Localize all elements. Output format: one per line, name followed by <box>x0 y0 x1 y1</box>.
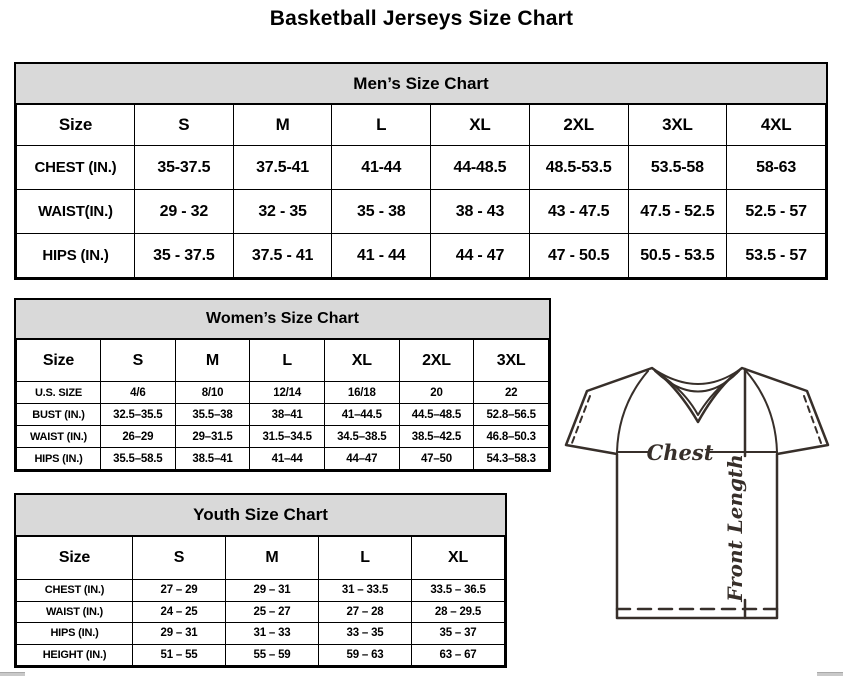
size-column-header: L <box>332 105 431 146</box>
measurement-row <box>17 644 505 666</box>
measurement-row-label: WAIST(IN.) <box>17 190 135 234</box>
measurement-value-cell: 35-37.5 <box>135 146 234 190</box>
measurement-row-label: U.S. SIZE <box>17 382 101 404</box>
measurement-value-cell: 37.5 - 41 <box>233 234 332 278</box>
measurement-value-cell: 52.5 - 57 <box>727 190 826 234</box>
measurement-value-cell: 20 <box>399 382 474 404</box>
measurement-value-cell: 54.3–58.3 <box>474 448 549 470</box>
measurement-row-label: HEIGHT (IN.) <box>17 644 133 666</box>
measurement-value-cell: 44 - 47 <box>431 234 530 278</box>
measurement-value-cell: 47.5 - 52.5 <box>628 190 727 234</box>
measurement-value-cell: 29 - 32 <box>135 190 234 234</box>
measurement-value-cell: 31 – 33.5 <box>319 580 412 602</box>
youth-size-table <box>16 536 505 666</box>
measurement-row-label: WAIST (IN.) <box>17 426 101 448</box>
size-header-cell: Size <box>17 340 101 382</box>
measurement-value-cell: 52.8–56.5 <box>474 404 549 426</box>
measurement-value-cell: 26–29 <box>101 426 176 448</box>
measurement-value-cell: 31.5–34.5 <box>250 426 325 448</box>
measurement-value-cell: 31 – 33 <box>226 623 319 645</box>
womens-size-chart-title: Women’s Size Chart <box>16 300 549 339</box>
size-column-header: S <box>133 537 226 580</box>
measurement-value-cell: 35.5–38 <box>175 404 250 426</box>
measurement-value-cell: 51 – 55 <box>133 644 226 666</box>
size-column-header: XL <box>412 537 505 580</box>
measurement-row-label: HIPS (IN.) <box>17 234 135 278</box>
size-header-row <box>17 537 505 580</box>
measurement-value-cell: 44–47 <box>324 448 399 470</box>
size-column-header: XL <box>324 340 399 382</box>
measurement-value-cell: 33 – 35 <box>319 623 412 645</box>
size-header-row <box>17 105 826 146</box>
measurement-row <box>17 426 549 448</box>
measurement-value-cell: 35 - 37.5 <box>135 234 234 278</box>
measurement-row-label: BUST (IN.) <box>17 404 101 426</box>
measurement-value-cell: 50.5 - 53.5 <box>628 234 727 278</box>
measurement-value-cell: 48.5-53.5 <box>529 146 628 190</box>
front-length-label: Front Length <box>723 454 747 602</box>
measurement-value-cell: 43 - 47.5 <box>529 190 628 234</box>
measurement-row <box>17 404 549 426</box>
measurement-value-cell: 41–44 <box>250 448 325 470</box>
size-column-header: 2XL <box>529 105 628 146</box>
mens-size-chart-title: Men’s Size Chart <box>16 64 826 104</box>
measurement-value-cell: 27 – 29 <box>133 580 226 602</box>
measurement-value-cell: 16/18 <box>324 382 399 404</box>
scrollbar-fragment-left[interactable] <box>0 672 25 676</box>
measurement-row-label: HIPS (IN.) <box>17 448 101 470</box>
size-column-header: L <box>250 340 325 382</box>
measurement-row <box>17 623 505 645</box>
youth-size-chart <box>14 493 507 668</box>
size-column-header: 3XL <box>474 340 549 382</box>
measurement-value-cell: 41–44.5 <box>324 404 399 426</box>
measurement-row <box>17 234 826 278</box>
chest-measure-label: Chest <box>646 440 714 465</box>
measurement-value-cell: 35 – 37 <box>412 623 505 645</box>
measurement-row-label: HIPS (IN.) <box>17 623 133 645</box>
measurement-row <box>17 448 549 470</box>
measurement-value-cell: 38 - 43 <box>431 190 530 234</box>
measurement-row <box>17 580 505 602</box>
size-column-header: M <box>226 537 319 580</box>
measurement-value-cell: 53.5 - 57 <box>727 234 826 278</box>
measurement-value-cell: 8/10 <box>175 382 250 404</box>
womens-size-table <box>16 339 549 470</box>
measurement-value-cell: 41 - 44 <box>332 234 431 278</box>
jersey-outline <box>566 368 828 618</box>
measurement-value-cell: 22 <box>474 382 549 404</box>
jersey-measurement-diagram <box>558 360 842 628</box>
size-column-header: S <box>135 105 234 146</box>
measurement-value-cell: 29–31.5 <box>175 426 250 448</box>
measurement-value-cell: 59 – 63 <box>319 644 412 666</box>
measurement-value-cell: 55 – 59 <box>226 644 319 666</box>
measurement-value-cell: 35 - 38 <box>332 190 431 234</box>
measurement-row <box>17 146 826 190</box>
measurement-value-cell: 29 – 31 <box>226 580 319 602</box>
size-column-header: S <box>101 340 176 382</box>
size-column-header: M <box>233 105 332 146</box>
measurement-row-label: WAIST (IN.) <box>17 601 133 623</box>
measurement-value-cell: 47 - 50.5 <box>529 234 628 278</box>
measurement-value-cell: 46.8–50.3 <box>474 426 549 448</box>
size-column-header: XL <box>431 105 530 146</box>
youth-size-chart-title: Youth Size Chart <box>16 495 505 536</box>
measurement-value-cell: 34.5–38.5 <box>324 426 399 448</box>
measurement-value-cell: 4/6 <box>101 382 176 404</box>
measurement-value-cell: 24 – 25 <box>133 601 226 623</box>
measurement-value-cell: 38–41 <box>250 404 325 426</box>
measurement-value-cell: 35.5–58.5 <box>101 448 176 470</box>
measurement-value-cell: 38.5–42.5 <box>399 426 474 448</box>
measurement-value-cell: 41-44 <box>332 146 431 190</box>
womens-size-chart <box>14 298 551 472</box>
measurement-value-cell: 38.5–41 <box>175 448 250 470</box>
measurement-value-cell: 44-48.5 <box>431 146 530 190</box>
measurement-value-cell: 37.5-41 <box>233 146 332 190</box>
measurement-value-cell: 33.5 – 36.5 <box>412 580 505 602</box>
measurement-row-label: CHEST (IN.) <box>17 146 135 190</box>
measurement-value-cell: 12/14 <box>250 382 325 404</box>
measurement-row <box>17 382 549 404</box>
measurement-value-cell: 44.5–48.5 <box>399 404 474 426</box>
size-column-header: L <box>319 537 412 580</box>
measurement-value-cell: 63 – 67 <box>412 644 505 666</box>
scrollbar-fragment-right[interactable] <box>817 672 843 676</box>
measurement-value-cell: 32.5–35.5 <box>101 404 176 426</box>
mens-size-chart <box>14 62 828 280</box>
measurement-row <box>17 190 826 234</box>
measurement-value-cell: 29 – 31 <box>133 623 226 645</box>
size-column-header: 4XL <box>727 105 826 146</box>
size-column-header: M <box>175 340 250 382</box>
size-header-cell: Size <box>17 105 135 146</box>
size-header-cell: Size <box>17 537 133 580</box>
size-column-header: 3XL <box>628 105 727 146</box>
size-column-header: 2XL <box>399 340 474 382</box>
measurement-value-cell: 53.5-58 <box>628 146 727 190</box>
measurement-row-label: CHEST (IN.) <box>17 580 133 602</box>
mens-size-table <box>16 104 826 278</box>
measurement-value-cell: 28 – 29.5 <box>412 601 505 623</box>
measurement-value-cell: 58-63 <box>727 146 826 190</box>
measurement-value-cell: 25 – 27 <box>226 601 319 623</box>
measurement-value-cell: 32 - 35 <box>233 190 332 234</box>
measurement-value-cell: 27 – 28 <box>319 601 412 623</box>
measurement-row <box>17 601 505 623</box>
page-title: Basketball Jerseys Size Chart <box>269 7 574 30</box>
size-header-row <box>17 340 549 382</box>
measurement-value-cell: 47–50 <box>399 448 474 470</box>
